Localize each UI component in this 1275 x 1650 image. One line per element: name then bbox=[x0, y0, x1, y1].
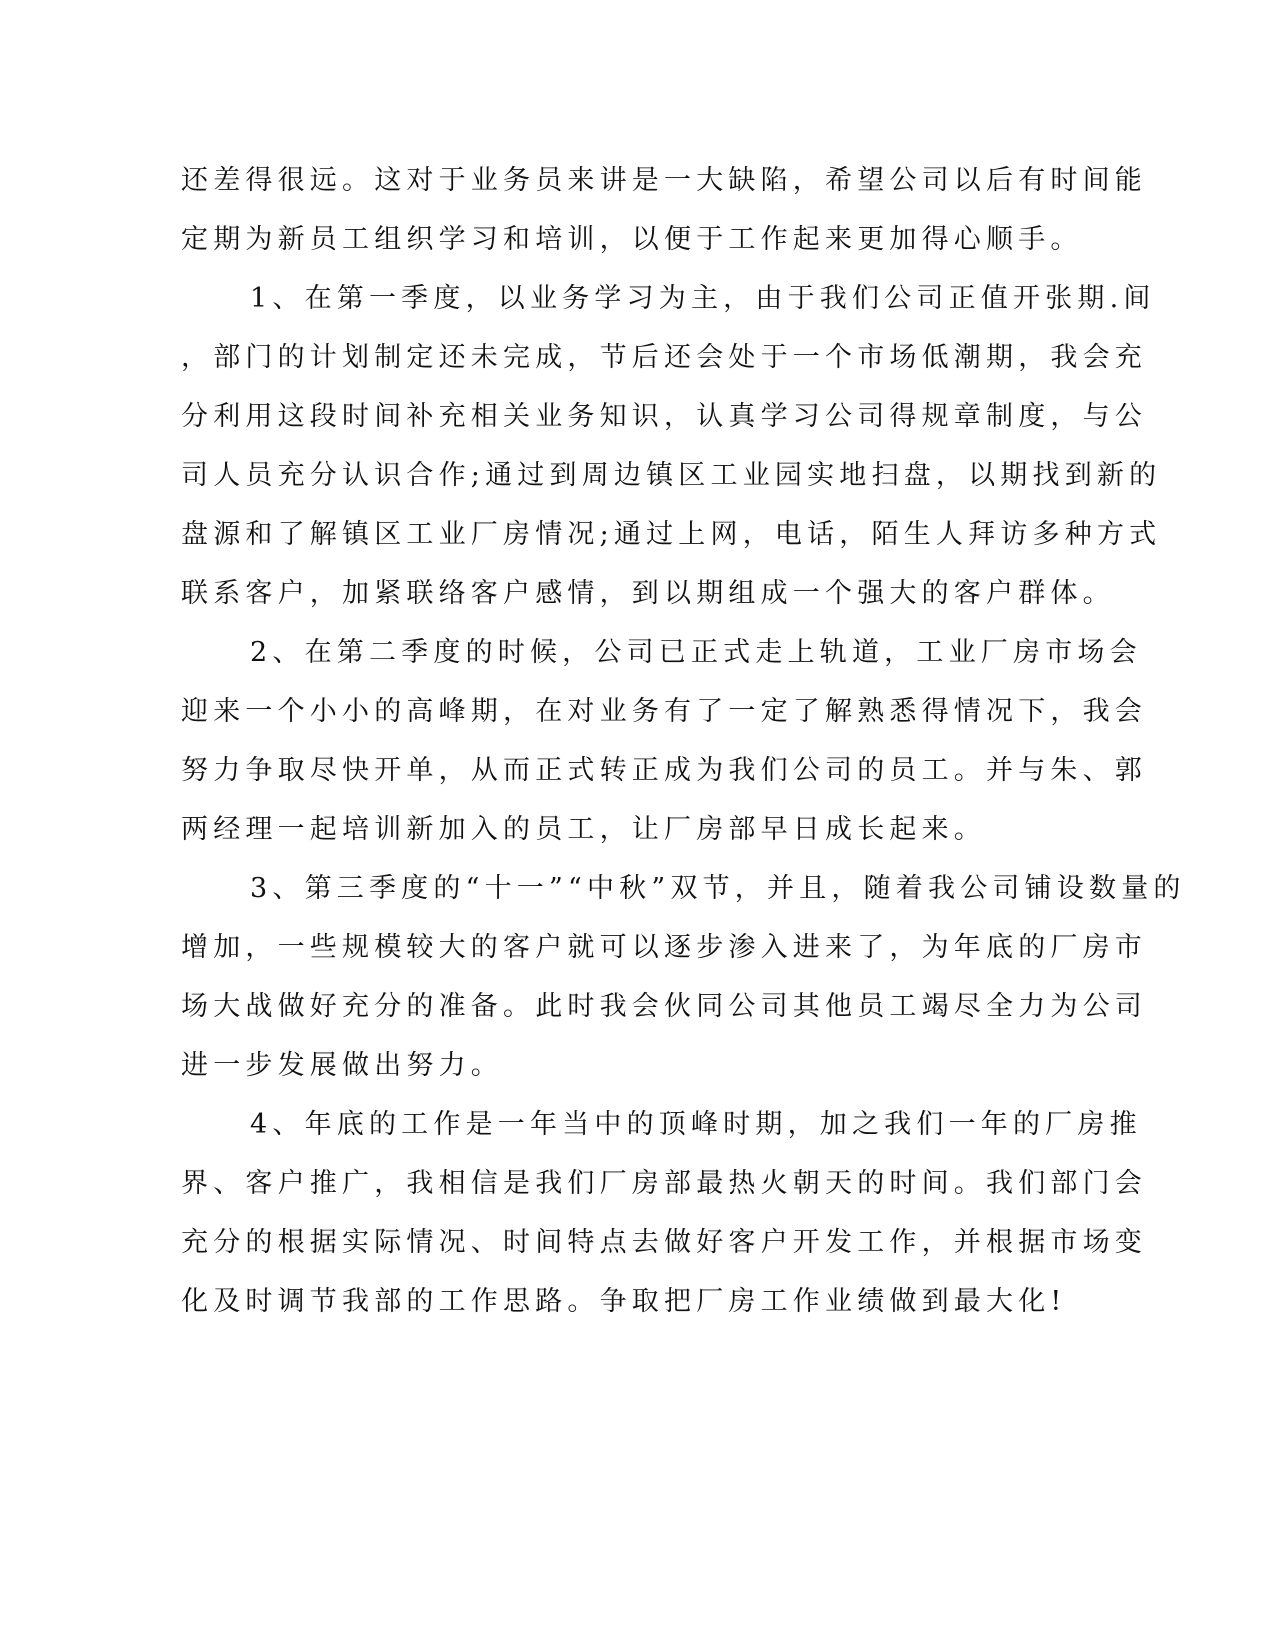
text-line: 界、客户推广，我相信是我们厂房部最热火朝天的时间。我们部门会 bbox=[181, 1168, 1147, 1199]
text-line: 盘源和了解镇区工业厂房情况;通过上网，电话，陌生人拜访多种方式 bbox=[181, 519, 1162, 550]
text-line: 场大战做好充分的准备。此时我会伙同公司其他员工竭尽全力为公司 bbox=[181, 991, 1147, 1022]
text-line: 司人员充分认识合作;通过到周边镇区工业园实地扫盘，以期找到新的 bbox=[181, 460, 1162, 491]
text-line: 定期为新员工组织学习和培训，以便于工作起来更加得心顺手。 bbox=[181, 224, 1083, 255]
text-line: 充分的根据实际情况、时间特点去做好客户开发工作，并根据市场变 bbox=[181, 1227, 1147, 1258]
text-line: 增加，一些规模较大的客户就可以逐步渗入进来了，为年底的厂房市 bbox=[181, 932, 1147, 963]
text-line: 化及时调节我部的工作思路。争取把厂房工作业绩做到最大化! bbox=[181, 1286, 1067, 1317]
paragraph-1-start: 1、在第一季度，以业务学习为主，由于我们公司正值开张期.间 bbox=[250, 283, 1156, 314]
text-line: 联系客户，加紧联络客户感情，到以期组成一个强大的客户群体。 bbox=[181, 578, 1115, 609]
text-line: 迎来一个小小的高峰期，在对业务有了一定了解熟悉得情况下，我会 bbox=[181, 696, 1147, 727]
text-line: ，部门的计划制定还未完成，节后还会处于一个市场低潮期，我会充 bbox=[181, 342, 1147, 373]
text-line: 进一步发展做出努力。 bbox=[181, 1050, 503, 1081]
paragraph-3-start: 3、第三季度的“十一”“中秋”双节，并且，随着我公司铺设数量的 bbox=[250, 873, 1186, 904]
text-line: 两经理一起培训新加入的员工，让厂房部早日成长起来。 bbox=[181, 814, 986, 845]
text-line: 分利用这段时间补充相关业务知识，认真学习公司得规章制度，与公 bbox=[181, 401, 1147, 432]
paragraph-4-start: 4、年底的工作是一年当中的顶峰时期，加之我们一年的厂房推 bbox=[250, 1109, 1142, 1140]
paragraph-2-start: 2、在第二季度的时候，公司已正式走上轨道，工业厂房市场会 bbox=[250, 637, 1142, 668]
text-line: 还差得很远。这对于业务员来讲是一大缺陷，希望公司以后有时间能 bbox=[181, 165, 1147, 196]
text-line: 努力争取尽快开单，从而正式转正成为我们公司的员工。并与朱、郭 bbox=[181, 755, 1147, 786]
